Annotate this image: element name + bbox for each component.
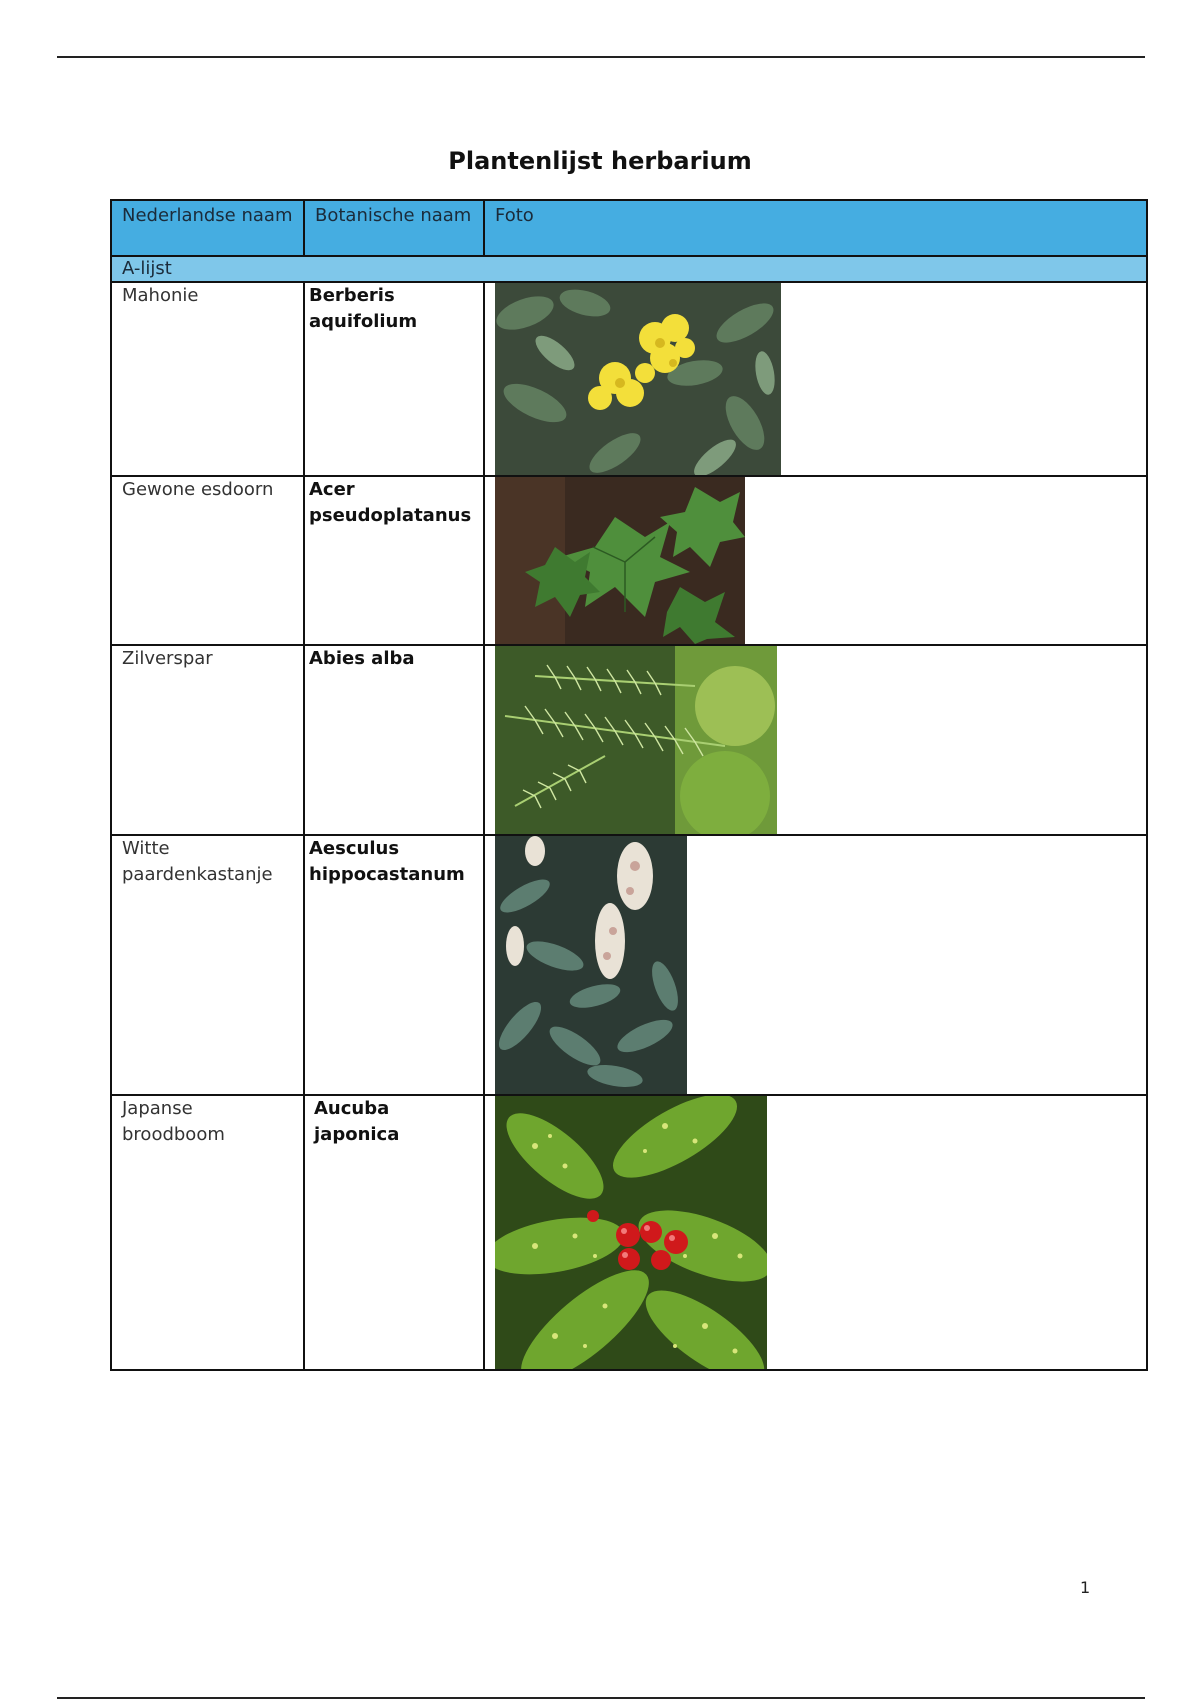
dutch-name-cell: Mahonie — [111, 282, 304, 476]
botanical-name-cell: Abies alba — [304, 645, 484, 835]
table-row — [111, 1095, 1147, 1370]
table-row — [111, 645, 1147, 835]
dutch-name-cell: Witte paardenkastanje — [111, 835, 304, 1095]
botanical-name-cell: Acer pseudoplatanus — [304, 476, 484, 645]
table-group-row — [111, 256, 1147, 282]
document-title: Plantenlijst herbarium — [448, 147, 752, 175]
group-label: A-lijst — [111, 256, 1147, 282]
horse-chestnut-blossom-photo — [495, 836, 1146, 1094]
table-header-row — [111, 200, 1147, 256]
photo-cell — [484, 476, 1147, 645]
photo-cell — [484, 645, 1147, 835]
dutch-name-cell: Japanse broodboom — [111, 1095, 304, 1370]
header-dutch-name: Nederlandse naam — [111, 200, 304, 256]
silver-fir-branch-photo — [495, 646, 1146, 834]
aucuba-berries-photo — [495, 1096, 1146, 1369]
mahonia-yellow-flowers-photo — [495, 283, 1146, 475]
table-row — [111, 835, 1147, 1095]
dutch-name-cell: Zilverspar — [111, 645, 304, 835]
botanical-name-cell: Aesculus hippocastanum — [304, 835, 484, 1095]
page-number: 1 — [1080, 1578, 1091, 1597]
plant-table — [110, 199, 1148, 1371]
bottom-rule — [57, 1697, 1145, 1699]
header-photo: Foto — [484, 200, 1147, 256]
botanical-name-cell: Berberis aquifolium — [304, 282, 484, 476]
sycamore-maple-leaves-photo — [495, 477, 1146, 644]
botanical-name-cell: Aucuba japonica — [304, 1095, 484, 1370]
top-rule — [57, 56, 1145, 58]
photo-cell — [484, 282, 1147, 476]
photo-cell — [484, 835, 1147, 1095]
header-botanical-name: Botanische naam — [304, 200, 484, 256]
photo-cell — [484, 1095, 1147, 1370]
table-row — [111, 282, 1147, 476]
table-row — [111, 476, 1147, 645]
dutch-name-cell: Gewone esdoorn — [111, 476, 304, 645]
